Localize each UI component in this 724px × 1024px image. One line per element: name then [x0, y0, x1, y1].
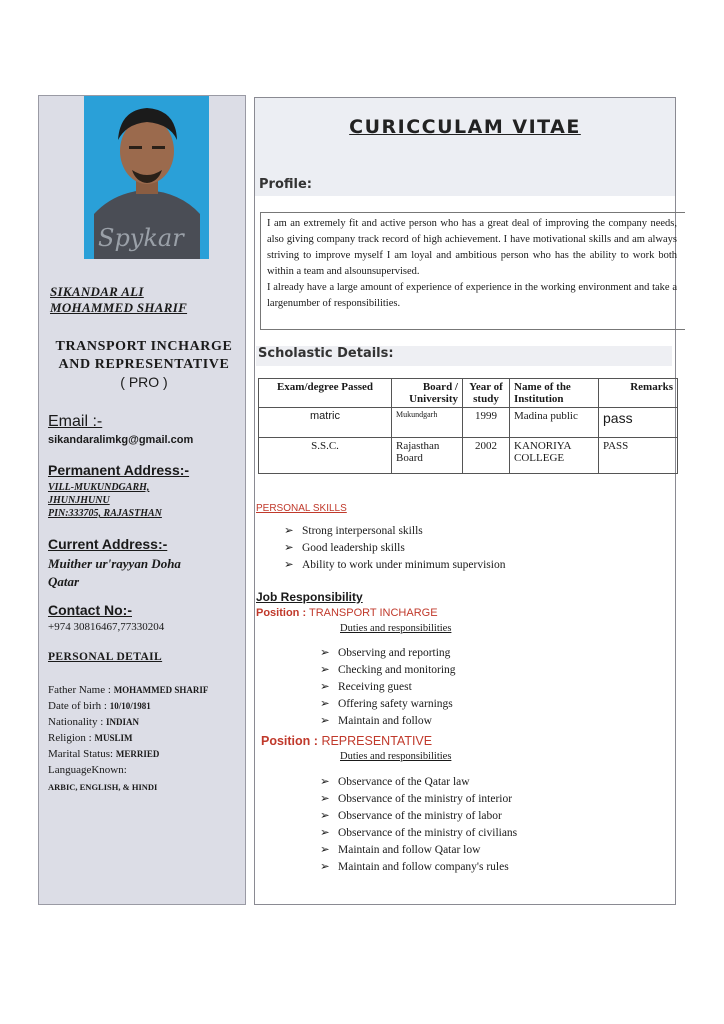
list-item — [320, 825, 517, 842]
scholastic-table — [258, 378, 678, 474]
table-cell: Mukundgarh — [392, 408, 463, 438]
column-header: Name of the Institution — [510, 379, 599, 408]
list-item-text: Receiving guest — [338, 681, 412, 693]
position-2 — [261, 734, 432, 748]
permanent-line-1: VILL-MUKUNDGARH, — [48, 482, 150, 493]
column-header: Remarks — [599, 379, 678, 408]
scholastic-heading: Scholastic Details: — [258, 346, 394, 361]
list-item-text: Observance of the Qatar law — [338, 776, 470, 788]
list-item — [284, 540, 505, 557]
list-item-text: Observance of the ministry of interior — [338, 793, 513, 805]
current-address — [48, 555, 181, 591]
table-cell: KANORIYA COLLEGE — [510, 438, 599, 474]
list-item-text: Checking and monitoring — [338, 664, 456, 676]
table-header-row — [259, 379, 678, 408]
job-responsibility-heading: Job Responsibility — [256, 590, 363, 604]
contact-value: +974 30816467,77330204 — [48, 621, 165, 633]
name-line-1: SIKANDAR ALI — [50, 284, 144, 299]
list-item-text: Offering safety warnings — [338, 698, 453, 710]
candidate-role — [44, 338, 244, 374]
personal-skills-heading: PERSONAL SKILLS — [256, 503, 347, 514]
name-line-2: MOHAMMED SHARIF — [50, 300, 188, 315]
detail-label: Nationality : — [48, 716, 104, 728]
personal-detail-label: PERSONAL DETAIL — [48, 651, 163, 663]
permanent-address — [48, 481, 162, 520]
duties-1-list — [320, 645, 456, 730]
position-value: TRANSPORT INCHARGE — [308, 607, 438, 619]
column-header: Board / University — [392, 379, 463, 408]
detail-value: INDIAN — [106, 717, 140, 727]
detail-label: Father Name : — [48, 684, 111, 696]
position-label: Position : — [256, 607, 307, 619]
list-item — [320, 662, 456, 679]
detail-value: 10/10/1981 — [109, 701, 151, 711]
table-cell: 1999 — [463, 408, 510, 438]
list-item-text: Maintain and follow — [338, 715, 432, 727]
table-row — [259, 438, 678, 474]
list-item-text: Ability to work under minimum supervision — [302, 559, 506, 571]
list-item-text: Observance of the ministry of civilians — [338, 827, 518, 839]
duties-2-list — [320, 774, 517, 876]
contact-label: Contact No:- — [48, 602, 132, 618]
position-label: Position : — [261, 734, 318, 748]
permanent-address-label: Permanent Address:- — [48, 462, 190, 478]
bullet-arrow-icon: ➢ — [320, 861, 330, 873]
bullet-arrow-icon: ➢ — [320, 776, 330, 788]
detail-label: Date of birh : — [48, 700, 107, 712]
bullet-arrow-icon: ➢ — [284, 525, 294, 537]
table-cell: Rajasthan Board — [392, 438, 463, 474]
permanent-line-3: PIN:333705, RAJASTHAN — [48, 508, 162, 519]
bullet-arrow-icon: ➢ — [284, 542, 294, 554]
candidate-name — [50, 284, 240, 316]
list-item — [320, 696, 456, 713]
column-header: Year of study — [463, 379, 510, 408]
list-item — [320, 645, 456, 662]
bullet-arrow-icon: ➢ — [320, 698, 330, 710]
detail-label: Marital Status: — [48, 748, 114, 760]
bullet-arrow-icon: ➢ — [320, 664, 330, 676]
table-cell: Madina public — [510, 408, 599, 438]
bullet-arrow-icon: ➢ — [320, 793, 330, 805]
bullet-arrow-icon: ➢ — [320, 844, 330, 856]
list-item — [320, 842, 517, 859]
bullet-arrow-icon: ➢ — [320, 681, 330, 693]
table-cell: 2002 — [463, 438, 510, 474]
bullet-arrow-icon: ➢ — [320, 810, 330, 822]
detail-father — [48, 683, 208, 698]
personal-skills-list — [284, 523, 505, 574]
detail-label: Religion : — [48, 732, 92, 744]
table-cell: PASS — [599, 438, 678, 474]
title-band — [255, 98, 675, 196]
detail-dob — [48, 699, 151, 714]
detail-marital — [48, 747, 159, 762]
column-header: Exam/degree Passed — [259, 379, 392, 408]
profile-photo — [84, 96, 209, 259]
list-item — [320, 808, 517, 825]
photo-shirt-text: Spykar — [98, 224, 184, 252]
bullet-arrow-icon: ➢ — [284, 559, 294, 571]
profile-paragraph-2: I already have a large amount of experience of experience in the working environment and take a largenumber of responsibilities. — [267, 282, 677, 309]
table-cell: pass — [599, 408, 678, 438]
current-line-2: Qatar — [48, 574, 80, 589]
duties-2-label: Duties and responsibilities — [340, 751, 452, 762]
position-1 — [256, 607, 438, 619]
list-item — [320, 791, 517, 808]
current-address-label: Current Address:- — [48, 536, 168, 552]
detail-language — [48, 763, 127, 778]
detail-religion — [48, 731, 132, 746]
list-item — [320, 713, 456, 730]
duties-1-label: Duties and responsibilities — [340, 623, 452, 634]
list-item-text: Observance of the ministry of labor — [338, 810, 502, 822]
bullet-arrow-icon: ➢ — [320, 647, 330, 659]
bullet-arrow-icon: ➢ — [320, 827, 330, 839]
profile-heading: Profile: — [259, 177, 312, 192]
list-item — [284, 523, 505, 540]
list-item-text: Strong interpersonal skills — [302, 525, 423, 537]
email-label: Email :- — [48, 413, 103, 430]
languages-value: ARBIC, ENGLISH, & HINDI — [48, 782, 158, 792]
bullet-arrow-icon: ➢ — [320, 715, 330, 727]
list-item-text: Maintain and follow company's rules — [338, 861, 509, 873]
list-item — [320, 859, 517, 876]
list-item-text: Good leadership skills — [302, 542, 405, 554]
position-value: REPRESENTATIVE — [321, 734, 433, 748]
role-line-2: AND REPRESENTATIVE — [58, 357, 230, 372]
detail-value: MERRIED — [115, 749, 160, 759]
role-line-1: TRANSPORT INCHARGE — [55, 339, 233, 354]
role-line-3: ( PRO ) — [120, 374, 168, 390]
email-value: sikandaralimkg@gmail.com — [48, 434, 194, 446]
profile-paragraph-1: I am an extremely fit and active person who has a great deal of improving the company needs, also giving company track record of high achievement. I have motivational skills and am always striving to improve myself I am loyal and ambitious person who has the ability to work both within a team and alsounsupervised. — [267, 218, 677, 277]
list-item-text: Maintain and follow Qatar low — [338, 844, 481, 856]
detail-nationality — [48, 715, 139, 730]
list-item — [320, 679, 456, 696]
permanent-line-2: JHUNJHUNU — [48, 495, 110, 506]
current-line-1: Muither ur'rayyan Doha — [48, 556, 181, 571]
detail-label: LanguageKnown: — [48, 764, 127, 776]
list-item — [284, 557, 505, 574]
detail-value: MUSLIM — [94, 733, 133, 743]
list-item — [320, 774, 517, 791]
profile-box — [260, 212, 685, 330]
page-title: CURICCULAM VITAE — [349, 116, 581, 138]
detail-value: MOHAMMED SHARIF — [113, 685, 209, 695]
list-item-text: Observing and reporting — [338, 647, 451, 659]
table-row — [259, 408, 678, 438]
table-cell: matric — [259, 408, 392, 438]
table-cell: S.S.C. — [259, 438, 392, 474]
